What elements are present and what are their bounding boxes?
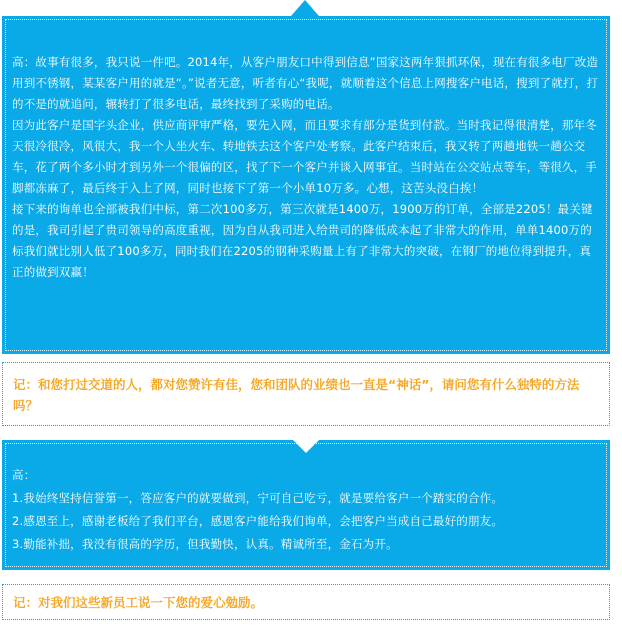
story-paragraph: 因为此客户是国字头企业，供应商评审严格，要先入网，而且要求有部分是货到付款。当时我记得很清楚，那年冬天很冷很冷，风很大，我一个人坐火车、转地铁去这个客户处考察。此客户结束后，我又转了两趟地铁一趟公交车，花了两个多小时才到另外一个很偏的区，找了下一个客户并谈入网事宜。当时站在公交站点等车，等很久，手脚都冻麻了，最后终于入上了网，同时也接下了第一个小单10万多。心想，这苦头没白挨！ — [12, 118, 597, 195]
story-paragraph: 接下来的询单也全部被我们中标，第二次100多万，第三次就是1400万，1900万的订单，全部是2205！最关键的是，我司引起了贵司领导的高度重视，因为自从我司进入给贵司的降低成本起了非常大的作用，单单1400万的标我们就比别人低了100多万，同时我们在2205的钢种采购量上有了非常大的突破，在钢厂的地位得到提升，真正的做到双赢！ — [12, 202, 593, 279]
answer-item: 3.勤能补拙，我没有很高的学历，但我勤快，认真。精诚所至，金石为开。 — [12, 537, 398, 551]
answer-panel — [2, 440, 610, 570]
question-text: 记：和您打过交道的人，都对您赞许有佳，您和团队的业绩也一直是“神话”，请问您有什么独特的方法吗？ — [13, 377, 580, 413]
panel-notch — [293, 440, 319, 453]
story-paragraph: 高：故事有很多，我只说一件吧。2014年，从客户朋友口中得到信息”国家这两年狠抓环保，现在有很多电厂改造用到不锈钢，某某客户用的就是“。”说者无意，听者有心“我呢，就顺着这个信息上网搜客户电话，搜到了就打，打的不是的就追问，辗转打了很多电话，最终找到了采购的电话。 — [12, 55, 599, 111]
question-box — [2, 362, 610, 426]
story-text — [12, 52, 600, 283]
question-box — [2, 584, 610, 620]
answer-intro: 高： — [12, 468, 36, 482]
panel-pointer — [291, 0, 319, 16]
answer-text — [12, 464, 600, 556]
answer-item: 1.我始终坚持信誉第一，答应客户的就要做到，宁可自己吃亏，就是要给客户一个踏实的合作。 — [12, 491, 504, 505]
story-panel — [2, 16, 610, 354]
question-text: 记：对我们这些新员工说一下您的爱心勉励。 — [13, 595, 264, 610]
answer-item: 2.感恩至上，感谢老板给了我们平台，感恩客户能给我们询单，会把客户当成自己最好的朋友。 — [12, 514, 504, 528]
